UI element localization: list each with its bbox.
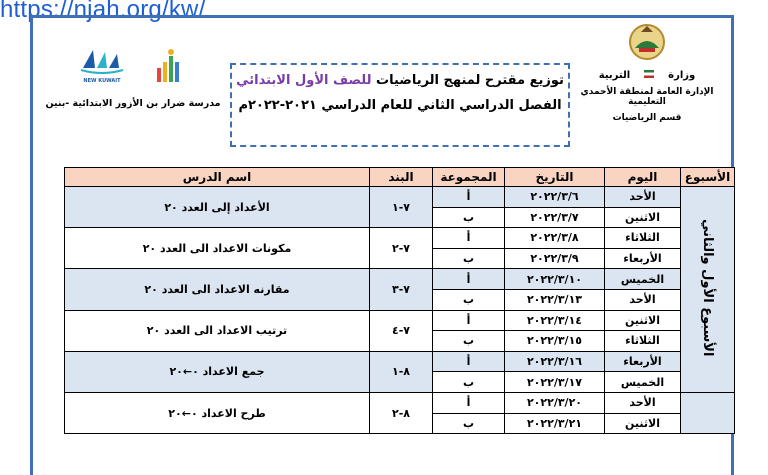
cell-day: الأحد (605, 289, 681, 310)
cell-date: ٢٠٢٢/٣/١٣ (505, 289, 605, 310)
cell-lesson: طرح الاعداد ٠←٢٠ (65, 392, 370, 433)
table-row (65, 310, 735, 331)
header-day: اليوم (605, 168, 681, 187)
cell-date: ٢٠٢٢/٣/٢٠ (505, 392, 605, 413)
page-title (232, 73, 568, 88)
title-grade: للصف الأول الابتدائي (236, 73, 372, 88)
cell-day: الثلاثاء (605, 331, 681, 352)
week-cell (681, 187, 735, 393)
ministry-word: وزارة (668, 70, 696, 81)
cell-date: ٢٠٢٢/٣/١٧ (505, 372, 605, 393)
cell-group: ب (433, 207, 505, 228)
cell-group: ب (433, 331, 505, 352)
education-word: التربية (598, 70, 631, 81)
table-header-row (65, 168, 735, 187)
cell-day: الاثنين (605, 413, 681, 434)
page-subtitle: الفصل الدراسي الثاني للعام الدراسي ٢٠٢١-٢٠٢٢م (238, 98, 562, 113)
ministry-header (562, 22, 732, 123)
region-name: الإدارة العامة لمنطقة الأحمدي التعليمية (580, 87, 714, 107)
cell-group: أ (433, 310, 505, 331)
title-box (230, 63, 570, 147)
cell-band: ٧-٣ (370, 269, 433, 310)
school-logo-icon (153, 48, 187, 84)
source-url[interactable]: https://njah.org/kw/ (0, 0, 206, 23)
cell-day: الخميس (605, 269, 681, 290)
cell-band: ٨-١ (370, 351, 433, 392)
cell-group: أ (433, 392, 505, 413)
school-header (38, 44, 228, 109)
week-cell-next (681, 392, 735, 433)
cell-date: ٢٠٢٢/٣/٢١ (505, 413, 605, 434)
cell-day: الأربعاء (605, 351, 681, 372)
cell-lesson: جمع الاعداد ٠←٢٠ (65, 351, 370, 392)
cell-day: الثلاثاء (605, 228, 681, 249)
cell-group: أ (433, 269, 505, 290)
week-label: الأسبوع الأول والثاني (700, 219, 715, 357)
cell-band: ٧-٢ (370, 228, 433, 269)
cell-group: ب (433, 289, 505, 310)
cell-group: ب (433, 248, 505, 269)
cell-date: ٢٠٢٢/٣/١٠ (505, 269, 605, 290)
new-kuwait-logo (79, 46, 125, 84)
cell-date: ٢٠٢٢/٣/٩ (505, 248, 605, 269)
kuwait-flag-icon (644, 70, 654, 78)
cell-group: أ (433, 228, 505, 249)
cell-date: ٢٠٢٢/٣/١٤ (505, 310, 605, 331)
table-row (65, 187, 735, 208)
cell-group: أ (433, 351, 505, 372)
department-name: قسم الرياضيات (612, 113, 682, 123)
cell-date: ٢٠٢٢/٣/١٦ (505, 351, 605, 372)
table-row (65, 228, 735, 249)
cell-day: الخميس (605, 372, 681, 393)
cell-day: الأحد (605, 392, 681, 413)
cell-group: أ (433, 187, 505, 208)
cell-group: ب (433, 372, 505, 393)
cell-date: ٢٠٢٢/٣/٨ (505, 228, 605, 249)
cell-lesson: مقارنه الاعداد الى العدد ٢٠ (65, 269, 370, 310)
cell-group: ب (433, 413, 505, 434)
cell-day: الاثنين (605, 207, 681, 228)
cell-band: ٧-١ (370, 187, 433, 228)
cell-lesson: مكونات الاعداد الى العدد ٢٠ (65, 228, 370, 269)
cell-band: ٨-٢ (370, 392, 433, 433)
table-row (65, 269, 735, 290)
new-kuwait-text: NEW KUWAIT (83, 78, 121, 84)
cell-lesson: الأعداد إلى العدد ٢٠ (65, 187, 370, 228)
cell-date: ٢٠٢٢/٣/٦ (505, 187, 605, 208)
cell-lesson: ترتيب الاعداد الى العدد ٢٠ (65, 310, 370, 351)
new-kuwait-logo-icon (79, 46, 125, 74)
table-row (65, 351, 735, 372)
schedule-table (64, 167, 735, 434)
header-week: الأسبوع (681, 168, 735, 187)
cell-date: ٢٠٢٢/٣/٧ (505, 207, 605, 228)
cell-day: الأربعاء (605, 248, 681, 269)
header-lesson: اسم الدرس (65, 168, 370, 187)
title-main: توزيع مقترح لمنهج الرياضيات (376, 73, 564, 88)
cell-day: الأحد (605, 187, 681, 208)
school-name: مدرسة ضرار بن الأزور الابتدائية -بنين (45, 98, 221, 109)
cell-band: ٧-٤ (370, 310, 433, 351)
cell-date: ٢٠٢٢/٣/١٥ (505, 331, 605, 352)
header-band: البند (370, 168, 433, 187)
header-date: التاريخ (505, 168, 605, 187)
cell-day: الاثنين (605, 310, 681, 331)
kuwait-emblem-icon (621, 22, 673, 64)
header-group: المجموعة (433, 168, 505, 187)
table-row (65, 392, 735, 413)
